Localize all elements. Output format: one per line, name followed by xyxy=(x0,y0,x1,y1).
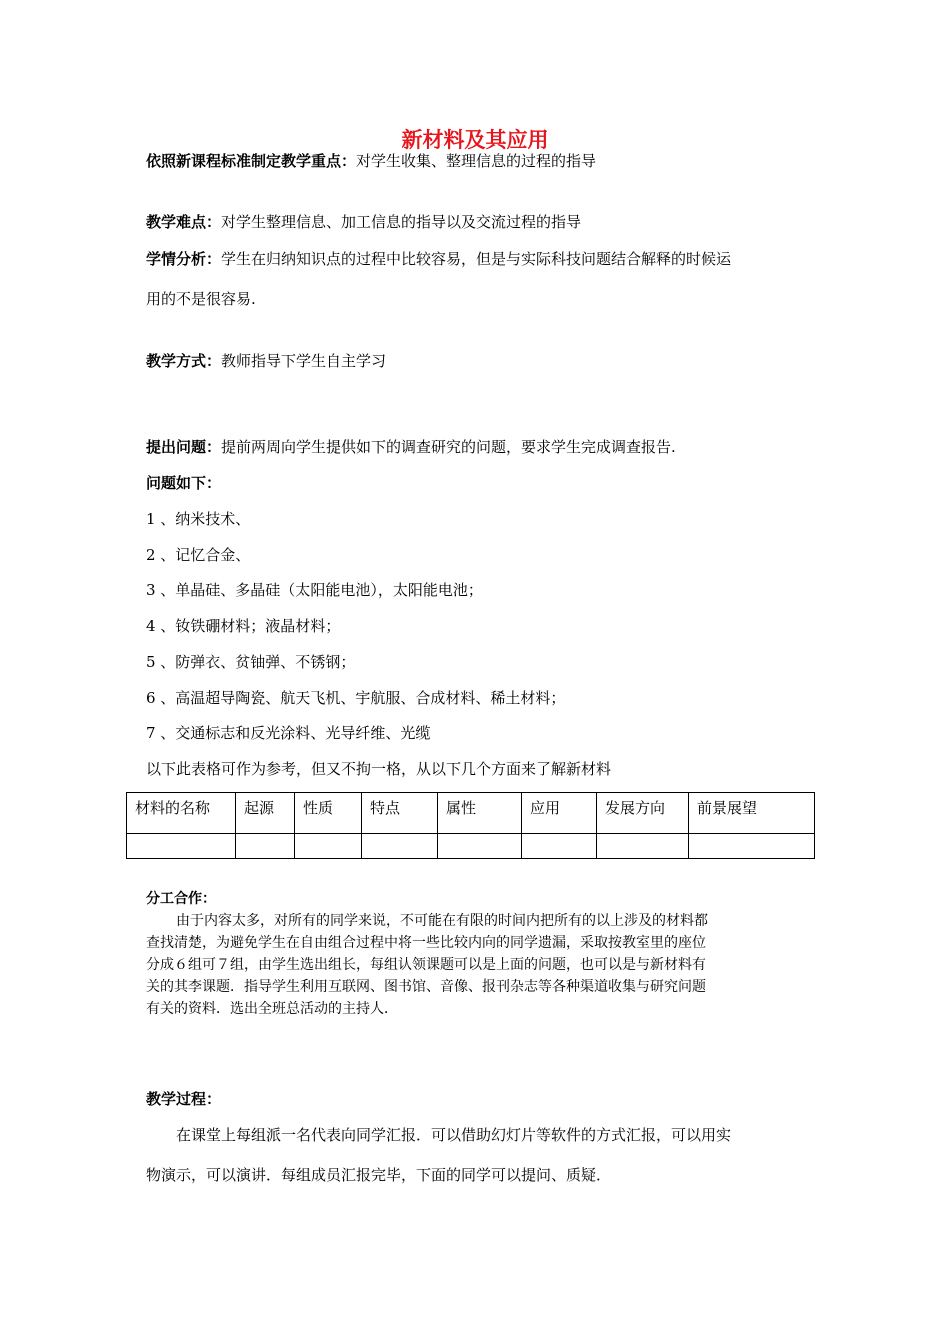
table-header-cell: 性质 xyxy=(295,793,362,834)
list-item: 7 、交通标志和反光涂料、光导纤维、光缆 xyxy=(146,724,431,742)
list-item: 5 、防弹衣、贫铀弹、不锈钢； xyxy=(146,653,356,671)
table-header-cell: 材料的名称 xyxy=(127,793,236,834)
student-analysis-text: 学生在归纳知识点的过程中比较容易，但是与实际科技问题结合解释的时候运 xyxy=(221,250,732,268)
cooperation-line: 分成６组可７组，由学生选出组长，每组认领课题可以是上面的问题，也可以是与新材料有 xyxy=(146,957,706,973)
teaching-focus xyxy=(146,150,596,172)
table-header-cell: 应用 xyxy=(522,793,597,834)
cooperation-body xyxy=(146,910,746,1020)
table-header-cell: 属性 xyxy=(438,793,522,834)
teaching-method-label: 教学方式： xyxy=(146,352,222,370)
list-item: 2 、记忆合金、 xyxy=(146,546,251,564)
raise-question xyxy=(146,436,676,458)
cooperation-line: 有关的资料．选出全班总活动的主持人． xyxy=(146,1001,398,1017)
process-text-cont: 物演示，可以演讲．每组成员汇报完毕，下面的同学可以提问、质疑． xyxy=(146,1166,612,1184)
table-header-cell: 前景展望 xyxy=(689,793,815,834)
raise-question-label: 提出问题： xyxy=(146,438,222,456)
cooperation-line: 查找清楚，为避免学生在自由组合过程中将一些比较内向的同学遗漏，采取按教室里的座位 xyxy=(146,935,706,951)
teaching-difficulty-label: 教学难点： xyxy=(146,213,222,231)
table-cell xyxy=(522,834,597,859)
table-row xyxy=(127,834,815,859)
student-analysis-label: 学情分析： xyxy=(146,250,222,268)
student-analysis xyxy=(146,248,731,270)
material-table xyxy=(126,792,815,859)
cooperation-line: 由于内容太多，对所有的同学来说，不可能在有限的时间内把所有的以上涉及的材料都 xyxy=(176,913,708,929)
table-cell xyxy=(127,834,236,859)
table-header-cell: 特点 xyxy=(362,793,438,834)
list-item: 6 、高温超导陶瓷、航天飞机、宇航服、合成材料、稀土材料； xyxy=(146,689,566,707)
table-cell xyxy=(362,834,438,859)
process-heading: 教学过程： xyxy=(146,1090,222,1108)
teaching-focus-label: 依照新课程标准制定教学重点： xyxy=(146,152,357,170)
table-cell xyxy=(438,834,522,859)
raise-question-text: 提前两周向学生提供如下的调查研究的问题，要求学生完成调查报告. xyxy=(221,438,676,456)
list-item: 4 、钕铁硼材料；液晶材料； xyxy=(146,617,341,635)
teaching-focus-text: 对学生收集、整理信息的过程的指导 xyxy=(356,152,597,170)
teaching-difficulty-text: 对学生整理信息、加工信息的指导以及交流过程的指导 xyxy=(221,213,582,231)
table-cell xyxy=(689,834,815,859)
cooperation-heading: 分工合作： xyxy=(146,891,216,907)
table-cell xyxy=(295,834,362,859)
table-header-row xyxy=(127,793,815,834)
teaching-method-text: 教师指导下学生自主学习 xyxy=(221,352,387,370)
cooperation-line: 关的其李课题．指导学生利用互联网、图书馆、音像、报刊杂志等各种渠道收集与研究问题 xyxy=(146,979,706,995)
table-header-cell: 起源 xyxy=(236,793,295,834)
table-cell xyxy=(236,834,295,859)
teaching-method xyxy=(146,350,386,372)
teaching-difficulty xyxy=(146,211,581,233)
questions-heading: 问题如下： xyxy=(146,474,222,492)
list-item: 1 、纳米技术、 xyxy=(146,510,251,528)
table-intro: 以下此表格可作为参考，但又不拘一格，从以下几个方面来了解新材料 xyxy=(146,760,612,778)
process-text: 在课堂上每组派一名代表向同学汇报．可以借助幻灯片等软件的方式汇报，可以用实 xyxy=(176,1126,732,1144)
table-header-cell: 发展方向 xyxy=(597,793,689,834)
list-item: 3 、单晶硅、多晶硅（太阳能电池），太阳能电池； xyxy=(146,581,483,599)
table-cell xyxy=(597,834,689,859)
student-analysis-cont: 用的不是很容易. xyxy=(146,290,256,308)
page-title: 新材料及其应用 xyxy=(401,127,549,152)
